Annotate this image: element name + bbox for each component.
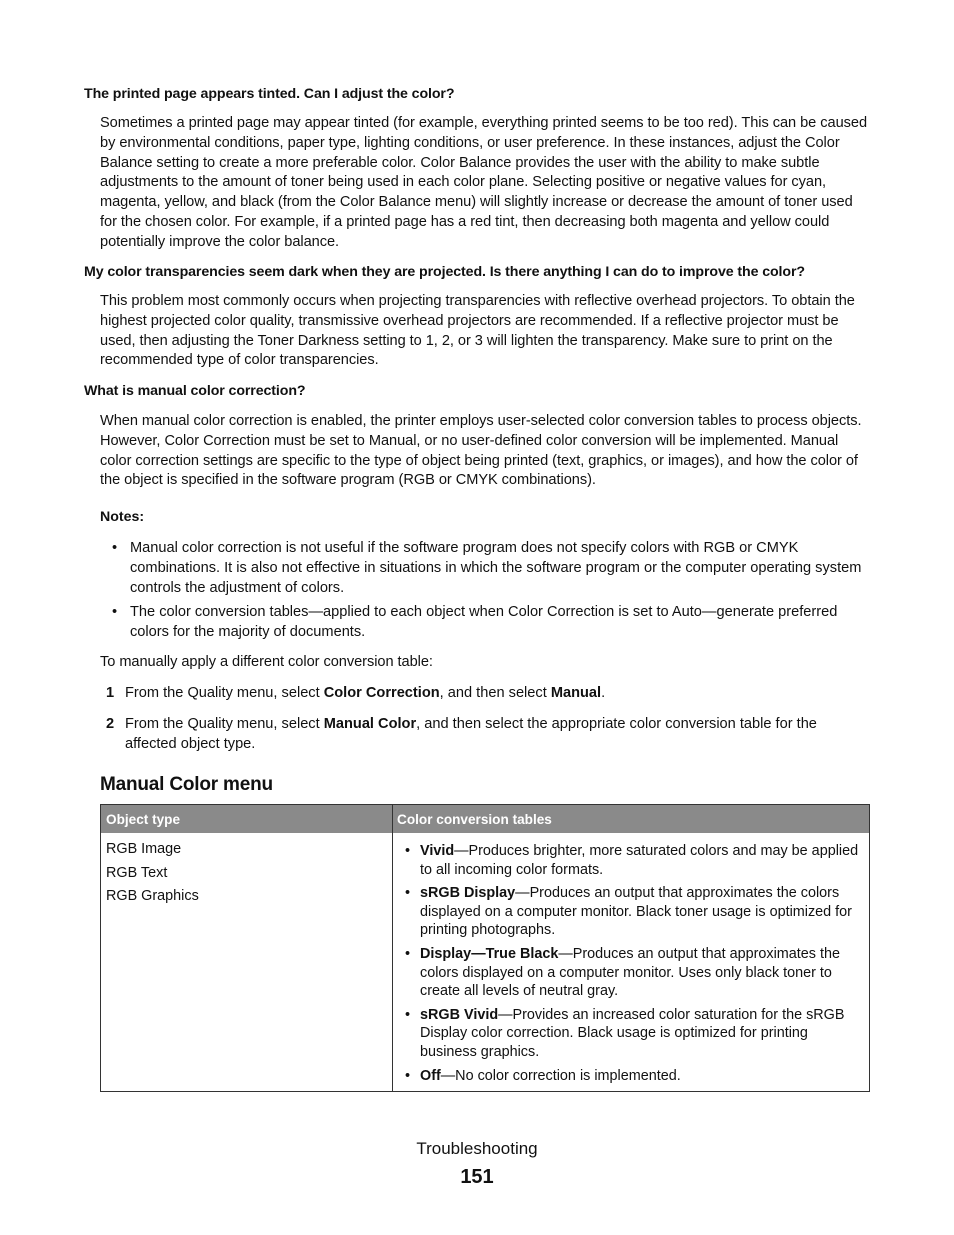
bullet-icon: • — [405, 945, 411, 962]
question-manual-correction-heading: What is manual color correction? — [84, 383, 306, 399]
object-type-item: RGB Text — [106, 865, 168, 881]
table-header-row — [101, 805, 869, 833]
section-title: Manual Color menu — [100, 774, 273, 795]
bullet-icon: • — [405, 1067, 411, 1084]
bullet-icon: • — [112, 540, 118, 556]
note-text: Manual color correction is not useful if the software program does not specify colors with RGB or CMYK combinations. It is also not effective in situations in which the software program or the computer operating system controls the adjustment of colors. — [130, 540, 862, 596]
step-number: 2 — [106, 716, 115, 732]
manual-color-table — [100, 804, 870, 1092]
header-object-type: Object type — [106, 812, 181, 827]
question-transparencies-heading: My color transparencies seem dark when they are projected. Is there anything I can do to improve the color? — [84, 264, 805, 280]
notes-label: Notes: — [100, 509, 145, 525]
note-text: The color conversion tables—applied to each object when Color Correction is set to Auto—generate preferred colors for the majority of documents. — [130, 604, 838, 641]
conversion-table-item: • Off—No color correction is implemented. — [405, 1067, 681, 1084]
bullet-icon: • — [405, 843, 411, 859]
step-text: From the Quality menu, select Manual Color, and then select the appropriate color conversion table for the affected object type. — [125, 716, 817, 752]
step-2 — [100, 715, 872, 755]
page-number: 151 — [460, 1166, 494, 1188]
footer-section-name: Troubleshooting — [416, 1139, 538, 1158]
bullet-icon: • — [112, 604, 118, 621]
step-1 — [100, 684, 872, 704]
answer-manual-correction-paragraph: When manual color correction is enabled, the printer employs user-selected color conversion tables to process objects. However, Color Correction must be set to Manual, or no user-defined color conversion will be implemented. Manual color correction settings are specific to the type of object being printed (text, graphics, or images), and how the color of the object is specified in the software program (RGB or CMYK combinations). — [100, 413, 862, 489]
question-tinted-heading: The printed page appears tinted. Can I adjust the color? — [84, 86, 455, 102]
conversion-table-item: • sRGB Vivid—Provides an increased color saturation for the sRGB Display color correction. Black usage is optimized for printing business graphics. — [405, 1006, 845, 1060]
conversion-table-list — [400, 842, 868, 1090]
column-divider — [392, 805, 393, 1091]
intro-text: To manually apply a different color conversion table: — [100, 654, 433, 670]
step-number: 1 — [106, 685, 115, 701]
answer-tinted-paragraph: Sometimes a printed page may appear tinted (for example, everything printed seems to be too red). This can be caused by environmental conditions, paper type, lighting conditions, or user preference. In these instances, adjust the Color Balance setting to create a more preferable color. Color Balance provides the user with the ability to make subtle adjustments to the amount of toner being used in each color plane. Selecting positive or negative values for cyan, magenta, yellow, and black (from the Color Balance menu) will slightly increase or decrease the amount of toner used for the chosen color. For example, if a printed page has a red tint, then decreasing both magenta and yellow could potentially improve the color balance. — [100, 115, 868, 250]
conversion-table-item: • Vivid—Produces brighter, more saturated colors and may be applied to all incoming color formats. — [405, 843, 859, 878]
object-type-item: RGB Image — [106, 841, 182, 857]
answer-transparencies-paragraph: This problem most commonly occurs when projecting transparencies with reflective overhead projectors. To obtain the highest projected color quality, transmissive overhead projectors are recommended. If a reflective projector must be used, then adjusting the Toner Darkness setting to 1, 2, or 3 will lighten the transparency. Make sure to print on the recommended type of color transparencies. — [100, 293, 855, 369]
conversion-table-item: • Display—True Black—Produces an output that approximates the colors displayed on a computer monitor. Uses only black toner to create all levels of neutral gray. — [405, 945, 840, 1000]
bullet-icon: • — [405, 1006, 411, 1023]
note-item — [100, 539, 872, 598]
step-text: From the Quality menu, select Color Correction, and then select Manual. — [125, 685, 606, 701]
object-type-item: RGB Graphics — [106, 888, 199, 904]
note-item — [100, 603, 872, 643]
bullet-icon: • — [405, 885, 411, 902]
conversion-table-item: • sRGB Display—Produces an output that approximates the colors displayed on a computer monitor. Black toner usage is optimized for printing photographs. — [405, 885, 852, 939]
notes-list — [100, 539, 872, 643]
header-color-conversion-tables: Color conversion tables — [397, 812, 552, 827]
